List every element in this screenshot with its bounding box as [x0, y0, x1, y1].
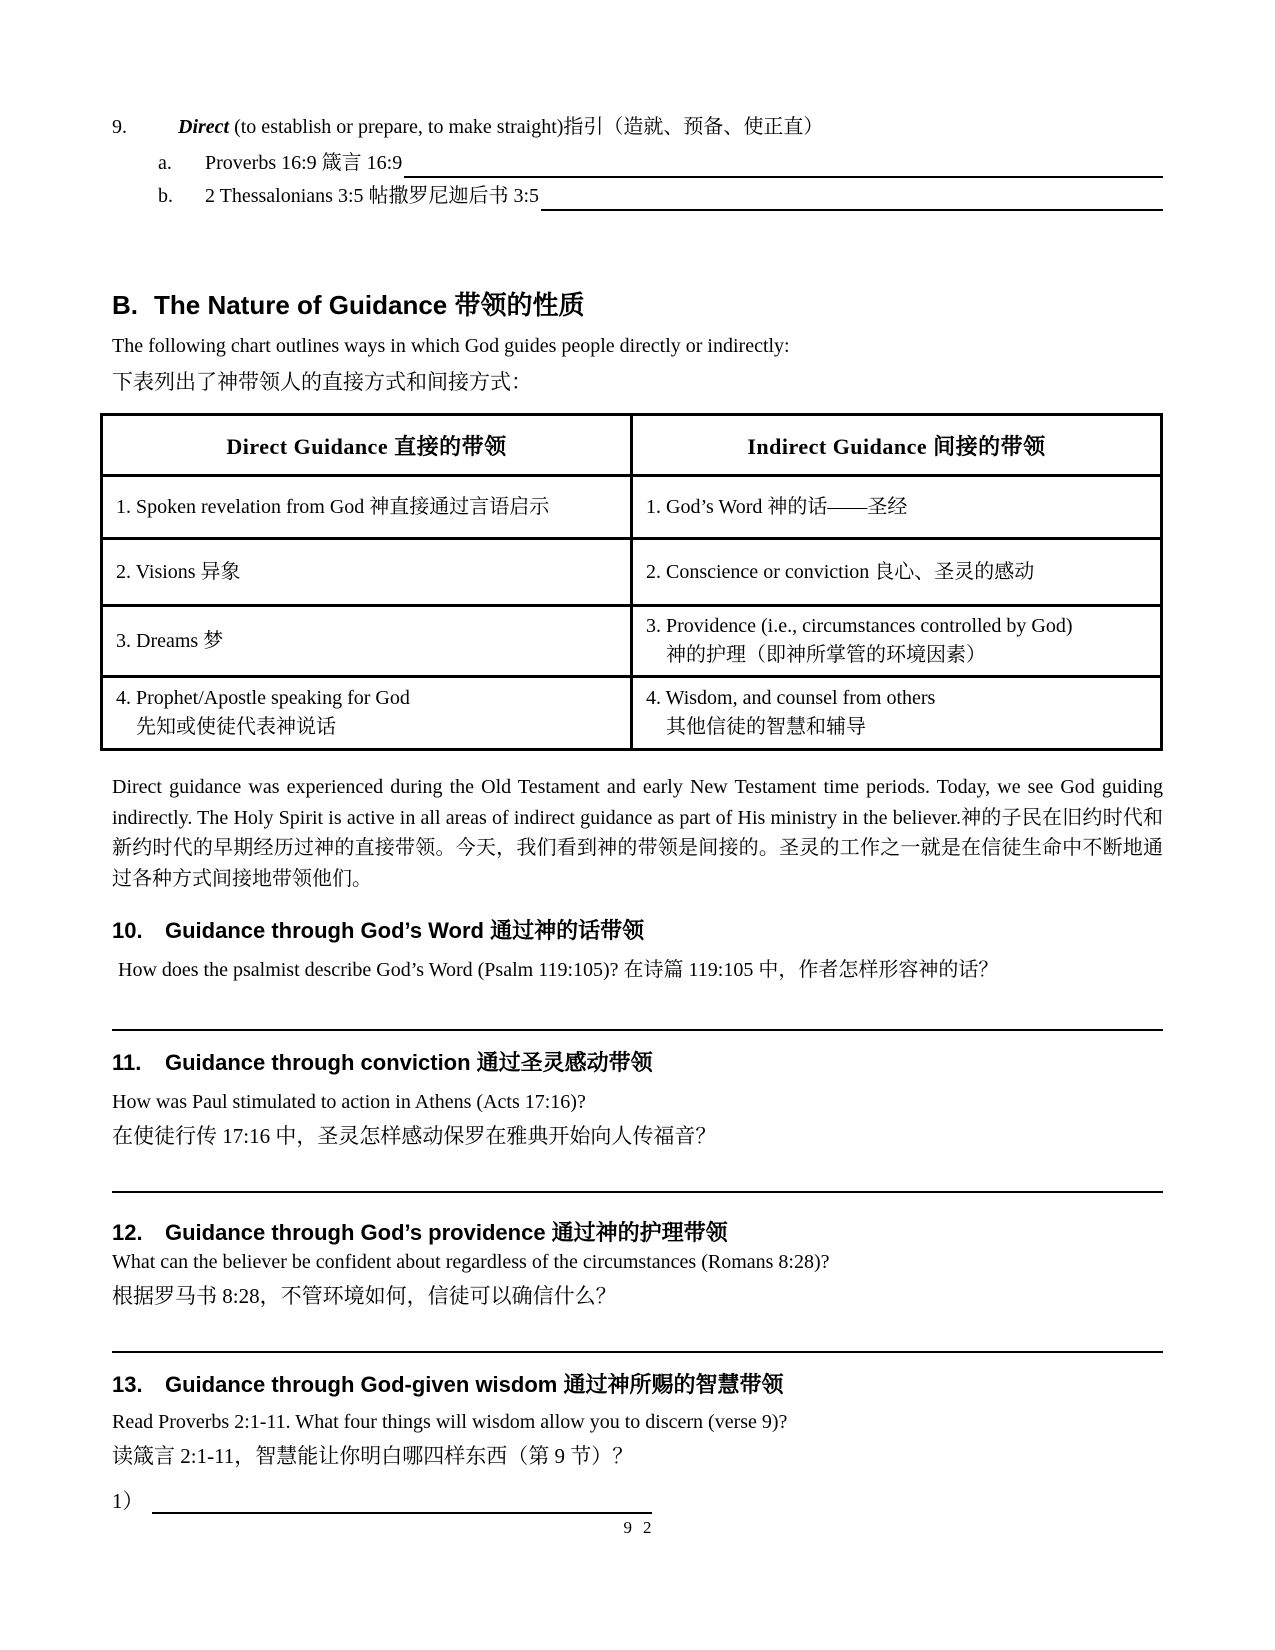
chart-intro-chinese: 下表列出了神带领人的直接方式和间接方式： — [112, 370, 532, 394]
section-11-question-chinese: 在使徒行传 17:16 中，圣灵怎样感动保罗在雅典开始向人传福音？ — [112, 1124, 717, 1148]
section-b-label: B. — [112, 290, 138, 320]
item-9-definition: (to establish or prepare, to make straight)指引（造就、预备、使正直） — [229, 116, 824, 138]
item-9b-label: b. — [158, 185, 173, 207]
cell-text: 3. Providence (i.e., circumstances controlled by God) — [646, 615, 1073, 637]
cell-text: 神的护理（即神所掌管的环境因素） — [666, 644, 986, 666]
chart-intro-english: The following chart outlines ways in which God guides people directly or indirectly: — [112, 335, 790, 357]
cell-indirect-4 — [632, 677, 1162, 750]
item-9 — [112, 112, 1163, 211]
item-9-term: Direct — [178, 116, 230, 138]
page-number: 92 — [623, 1518, 663, 1537]
section-10-heading — [112, 916, 1163, 946]
section-11-title: Guidance through conviction 通过圣灵感动带领 — [165, 1050, 653, 1075]
section-b-title: The Nature of Guidance 带领的性质 — [154, 290, 585, 320]
item-9a-label: a. — [158, 152, 172, 174]
section-10-question: How does the psalmist describe God’s Word (Psalm 119:105)? 在诗篇 119:105 中，作者怎样形容神的话？ — [118, 959, 999, 981]
cell-direct-4 — [102, 677, 632, 750]
section-10-answer-line — [112, 1000, 1163, 1031]
item-9-number: 9. — [112, 116, 127, 138]
item-9a-text: Proverbs 16:9 箴言 16:9 — [205, 152, 403, 174]
cell-direct-1 — [102, 476, 632, 539]
item-9a-answer-line — [404, 150, 1163, 178]
table-row — [102, 606, 1162, 677]
header-indirect-guidance: Indirect Guidance 间接的带领 — [632, 415, 1162, 476]
section-13-heading — [112, 1370, 1163, 1400]
cell-indirect-3 — [632, 606, 1162, 677]
item-9-text — [178, 112, 823, 142]
section-11-number: 11. — [112, 1050, 142, 1075]
section-13-number: 13. — [112, 1372, 143, 1397]
item-9b-row — [158, 181, 1163, 211]
section-11-answer-line — [112, 1162, 1163, 1193]
section-10-number: 10. — [112, 918, 143, 943]
cell-text: 3. Dreams 梦 — [116, 629, 224, 652]
answer-item-1-label: 1） — [112, 1489, 144, 1513]
cell-direct-3 — [102, 606, 632, 677]
summary-paragraph: Direct guidance was experienced during the Old Testament and early New Testament time periods. Today, we see God guiding indirectly. The Holy Spirit is active in all areas of indirect guidance as part of His ministry in the believer.神的子民在旧约时代和新约时代的早期经历过神的直接带领。今天，我们看到神的带领是间接的。圣灵的工作之一就是在信徒生命中不断地通过各种方式间接地带领他们。 — [112, 776, 1163, 890]
item-9-heading — [112, 112, 1163, 142]
guidance-table — [100, 413, 1163, 751]
cell-text: 4. Prophet/Apostle speaking for God — [116, 687, 410, 709]
section-12-number: 12. — [112, 1220, 143, 1245]
cell-indirect-2 — [632, 539, 1162, 606]
section-12-heading — [112, 1218, 1163, 1248]
section-b-heading — [112, 288, 1163, 322]
section-11-heading — [112, 1048, 1163, 1078]
section-12-question-english: What can the believer be confident about regardless of the circumstances (Romans 8:28)? — [112, 1251, 830, 1273]
section-10-title: Guidance through God’s Word 通过神的话带领 — [165, 918, 645, 943]
item-9b-answer-line — [541, 183, 1163, 211]
cell-direct-2 — [102, 539, 632, 606]
cell-text: 先知或使徒代表神说话 — [136, 716, 336, 738]
cell-text: 其他信徒的智慧和辅导 — [666, 716, 866, 738]
answer-item-1-row — [112, 1486, 1163, 1516]
cell-text: 2. Visions 异象 — [116, 560, 241, 583]
section-12-answer-line — [112, 1322, 1163, 1353]
table-row — [102, 677, 1162, 750]
item-9b-text: 2 Thessalonians 3:5 帖撒罗尼迦后书 3:5 — [205, 185, 540, 207]
table-row — [102, 539, 1162, 606]
section-13-question-english: Read Proverbs 2:1-11. What four things will wisdom allow you to discern (verse 9)? — [112, 1411, 788, 1433]
section-13-question-chinese: 读箴言 2:1-11，智慧能让你明白哪四样东西（第 9 节）？ — [112, 1444, 634, 1468]
section-12-question-chinese: 根据罗马书 8:28，不管环境如何，信徒可以确信什么？ — [112, 1284, 617, 1308]
cell-text: 4. Wisdom, and counsel from others — [646, 687, 936, 709]
section-11-question-english: How was Paul stimulated to action in Athens (Acts 17:16)? — [112, 1091, 586, 1113]
guidance-table-header-row — [102, 415, 1162, 476]
section-12-title: Guidance through God’s providence 通过神的护理带领 — [165, 1220, 728, 1245]
answer-item-1-line — [152, 1486, 652, 1514]
table-row — [102, 476, 1162, 539]
cell-text: 1. Spoken revelation from God 神直接通过言语启示 — [116, 495, 550, 518]
cell-text: 1. God’s Word 神的话——圣经 — [646, 495, 908, 518]
header-direct-guidance: Direct Guidance 直接的带领 — [102, 415, 632, 476]
section-13-title: Guidance through God-given wisdom 通过神所赐的智慧带领 — [165, 1372, 784, 1397]
item-9a-row — [158, 148, 1163, 178]
cell-text: 2. Conscience or conviction 良心、圣灵的感动 — [646, 560, 1035, 583]
cell-indirect-1 — [632, 476, 1162, 539]
